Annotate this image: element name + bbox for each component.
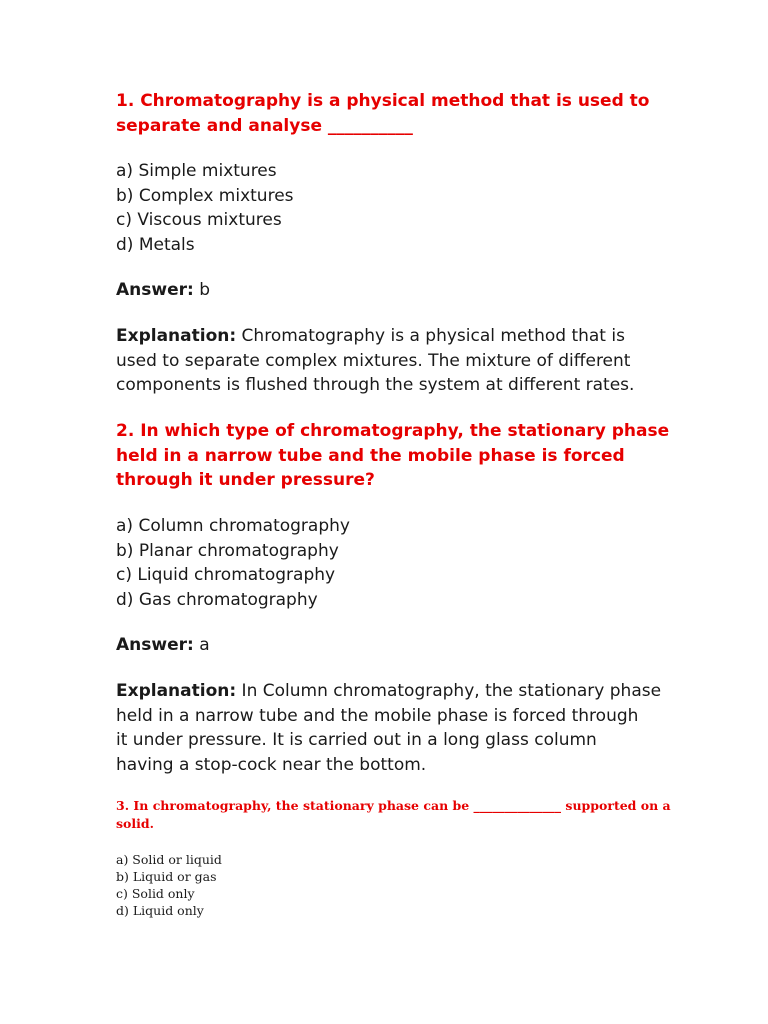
question-1-answer-label: Answer: [116,280,194,300]
question-2-answer-value: a [193,635,210,655]
question-2-answer-label: Answer: [116,635,194,655]
question-2-option-b: b) Planar chromatography [116,540,339,561]
question-1-explanation-line-3: components is flushed through the system at different rates. [116,375,635,395]
question-2-answer [116,633,676,658]
question-3-option-a: a) Solid or liquid [116,852,222,867]
question-3-line-2: solid. [116,815,154,831]
question-1-explanation-line-1: Chromatography is a physical method that is [236,326,625,346]
question-3-options [116,851,676,919]
question-1-text [116,89,676,138]
question-1-answer-value: b [193,280,210,300]
question-1-option-d: d) Metals [116,234,195,255]
question-2-option-a: a) Column chromatography [116,516,350,536]
question-1-option-c: c) Viscous mixtures [116,210,282,230]
question-2-options [116,514,676,612]
question-1-explanation-label: Explanation: [116,326,237,346]
question-2-explanation-line-4: having a stop-cock near the bottom. [116,754,427,775]
question-1-line-1: 1. Chromatography is a physical method that is used to [116,91,650,111]
question-2-option-d: d) Gas chromatography [116,589,318,610]
question-3-option-b: b) Liquid or gas [116,869,217,884]
question-2-explanation-line-1: In Column chromatography, the stationary phase [236,681,662,701]
question-2-explanation-line-3: it under pressure. It is carried out in a long glass column [116,730,597,750]
question-2-option-c: c) Liquid chromatography [116,565,336,585]
question-1-options [116,159,676,257]
question-2-explanation-line-2: held in a narrow tube and the mobile phase is forced through [116,705,639,726]
question-2-explanation-label: Explanation: [116,681,237,701]
question-1-explanation-line-2: used to separate complex mixtures. The mixture of different [116,350,631,371]
question-1-option-b: b) Complex mixtures [116,185,294,206]
question-2-line-3: through it under pressure? [116,470,375,490]
question-3-text [116,797,671,832]
question-2-line-1: 2. In which type of chromatography, the stationary phase [116,421,670,441]
question-1-line-2: separate and analyse __________ [116,115,413,136]
question-3-option-d: d) Liquid only [116,903,204,918]
question-2-text [116,419,676,493]
question-1-answer [116,278,676,303]
question-1-option-a: a) Simple mixtures [116,161,277,181]
question-3-option-c: c) Solid only [116,886,195,901]
question-3-line-1: 3. In chromatography, the stationary phase can be ______________ supported on a [116,798,671,813]
question-2-line-2: held in a narrow tube and the mobile phase is forced [116,445,625,466]
question-1-explanation [116,324,676,398]
question-2-explanation [116,679,676,777]
